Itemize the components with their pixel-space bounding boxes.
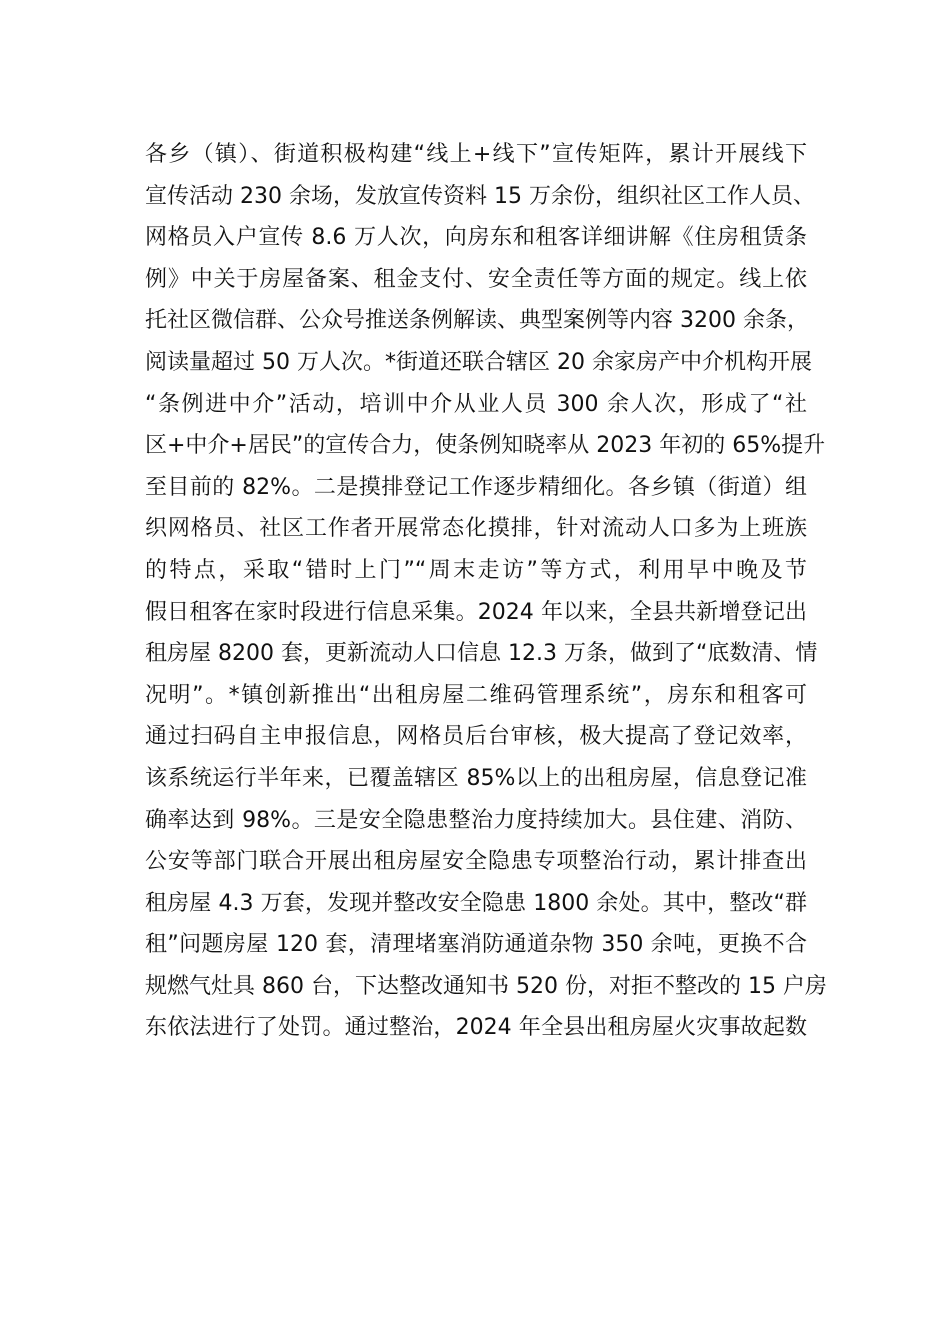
text-line: 假日租客在家时段进行信息采集。2024 年以来，全县共新增登记出 — [145, 599, 807, 625]
text-line: 区+中介+居民”的宣传合力，使条例知晓率从 2023 年初的 65%提升 — [145, 433, 826, 459]
text-line: 阅读量超过 50 万人次。*街道还联合辖区 20 余家房产中介机构开展 — [145, 349, 812, 375]
text-line: 规燃气灶具 860 台，下达整改通知书 520 份，对拒不整改的 15 户房 — [145, 973, 827, 999]
text-line: 租房屋 8200 套，更新流动人口信息 12.3 万条，做到了“底数清、情 — [145, 641, 818, 667]
text-line: 租房屋 4.3 万套，发现并整改安全隐患 1800 余处。其中，整改“群 — [145, 890, 807, 916]
text-line: 况明”。*镇创新推出“出租房屋二维码管理系统”，房东和租客可 — [145, 682, 807, 708]
body-paragraph — [145, 134, 827, 1049]
text-line: 确率达到 98%。三是安全隐患整治力度持续加大。县住建、消防、 — [145, 807, 807, 833]
text-line: 织网格员、社区工作者开展常态化摸排，针对流动人口多为上班族 — [145, 516, 807, 542]
text-line: 至目前的 82%。二是摸排登记工作逐步精细化。各乡镇（街道）组 — [145, 474, 807, 500]
text-line: 托社区微信群、公众号推送条例解读、典型案例等内容 3200 余条， — [145, 308, 809, 334]
text-line: 公安等部门联合开展出租房屋安全隐患专项整治行动，累计排查出 — [145, 849, 807, 875]
text-line: 东依法进行了处罚。通过整治，2024 年全县出租房屋火灾事故起数 — [145, 1015, 807, 1041]
text-line: 该系统运行半年来，已覆盖辖区 85%以上的出租房屋，信息登记准 — [145, 765, 807, 791]
text-line: 宣传活动 230 余场，发放宣传资料 15 万余份，组织社区工作人员、 — [145, 183, 815, 209]
text-line: 通过扫码自主申报信息，网格员后台审核，极大提高了登记效率， — [145, 724, 807, 750]
text-line: 例》中关于房屋备案、租金支付、安全责任等方面的规定。线上依 — [145, 266, 807, 292]
text-line: 租”问题房屋 120 套，清理堵塞消防通道杂物 350 余吨，更换不合 — [145, 932, 807, 958]
text-line: 的特点，采取“错时上门”“周末走访”等方式，利用早中晚及节 — [145, 557, 807, 583]
text-line: 各乡（镇）、街道积极构建“线上+线下”宣传矩阵，累计开展线下 — [145, 142, 807, 167]
text-line: 网格员入户宣传 8.6 万人次，向房东和租客详细讲解《住房租赁条 — [145, 225, 807, 251]
text-line: “条例进中介”活动，培训中介从业人员 300 余人次，形成了“社 — [145, 391, 807, 417]
